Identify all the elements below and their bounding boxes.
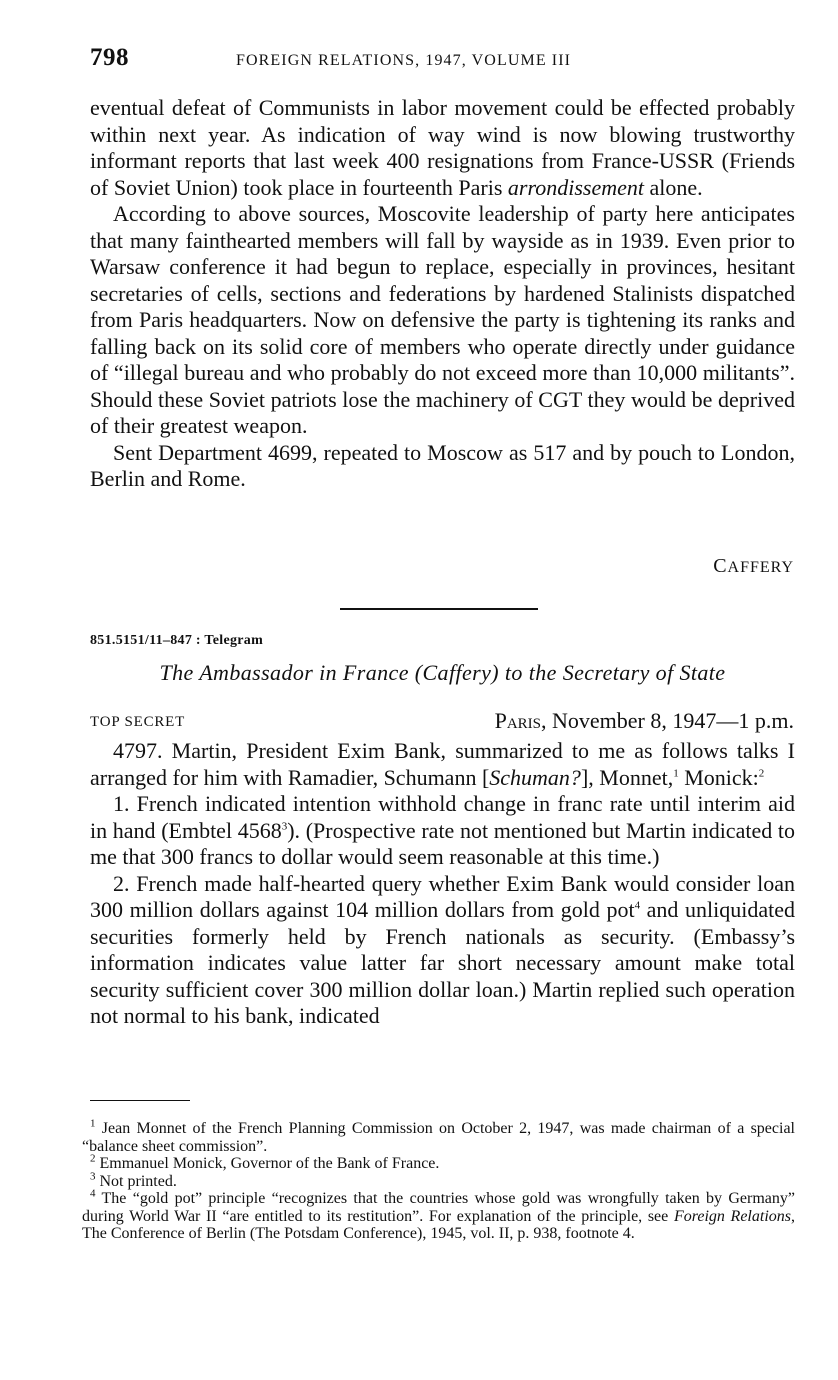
footnotes [82,1117,796,1243]
footnote-ref: 4 [634,899,641,912]
footnote: $^2$ Emmanuel Monick, Governor of the Bank of France. [90,1152,440,1172]
paragraph: 2. French made half-hearted query whether Exim Bank would consider loan 300 million dollars against 104 million dollars from gold pot$^4$ and unliquidated securities formerly held by French nationals as security. (Embassy’s information indicates value latter far short necessary amount make total security sufficient cover 300 million dollar loan.) Martin replied such operation not normal to his bank, indicated [90,870,795,1028]
section-divider [340,608,538,610]
footnote: $^3$ Not printed. [90,1170,177,1190]
paragraph: According to above sources, Moscovite leadership of party here anticipates that many fainthearted members will fall by wayside as in 1939. Even prior to Warsaw conference it had begun to replace, especially in provinces, hesitant secretaries of cells, sections and federations by hardened Stalinists dispatched from Paris headquarters. Now on defensive the party is tightening its ranks and falling back on its solid core of members who operate directly under guidance of “illegal bureau and who probably do not exceed more than 10,000 militants”. Should these Soviet patriots lose the machinery of CGT they would be deprived of their greatest weapon. [90,201,795,438]
document-title: The Ambassador in France (Caffery) to the Secretary of State [159,660,726,685]
paragraph: Sent Department 4699, repeated to Moscow as 517 and by pouch to London, Berlin and Rome. [90,439,795,491]
dateline: Paris, November 8, 1947—1 p.m. [494,708,794,733]
signature: CAFFERY [713,555,794,577]
footnote: $^1$ Jean Monnet of the French Planning Commission on October 2, 1947, was made chairman of a special “balance sheet commission”. [82,1117,795,1155]
page-number: 798 [90,44,129,71]
footnote-ref: 2 [758,767,765,780]
running-head: FOREIGN RELATIONS, 1947, VOLUME III [236,52,572,69]
footnote: $^4$ The “gold pot” principle “recognizes that the countries whose gold was wrongfully taken by Germany” during World War II “are entitled to its restitution”. For explanation of the principle, see Foreign Relations, The Conference of Berlin (The Potsdam Conference), 1945, vol. II, p. 938, footnote 4. [82,1187,796,1242]
footnote-rule [90,1100,190,1101]
page-header [90,44,795,78]
paragraph: 1. French indicated intention withhold change in franc rate until interim aid in hand (Embtel 4568$^3$). (Prospective rate not mentioned but Martin indicated to me that 300 francs to dollar would seem reasonable at this time.) [90,791,795,869]
paragraph: 4797. Martin, President Exim Bank, summarized to me as follows talks I arranged for him with Ramadier, Schumann [Schuman?], Monnet,$^1$ Monick:$^2$ [90,738,795,790]
file-reference: 851.5151/11–847 : Telegram [90,633,264,648]
footnote-ref: 1 [673,767,679,780]
continued-telegram-body [90,95,795,493]
classification-label: TOP SECRET [90,714,186,730]
footnote-ref: 3 [281,820,288,833]
telegram-body [90,738,795,1030]
italic-term: arrondissement [507,174,644,200]
paragraph: eventual defeat of Communists in labor movement could be effected probably within next year. As indication of way wind is now blowing trustworthy informant reports that last week 400 resignations from France-USSR (Friends of Soviet Union) took place in fourteenth Paris arrondissement alone. [90,95,795,200]
